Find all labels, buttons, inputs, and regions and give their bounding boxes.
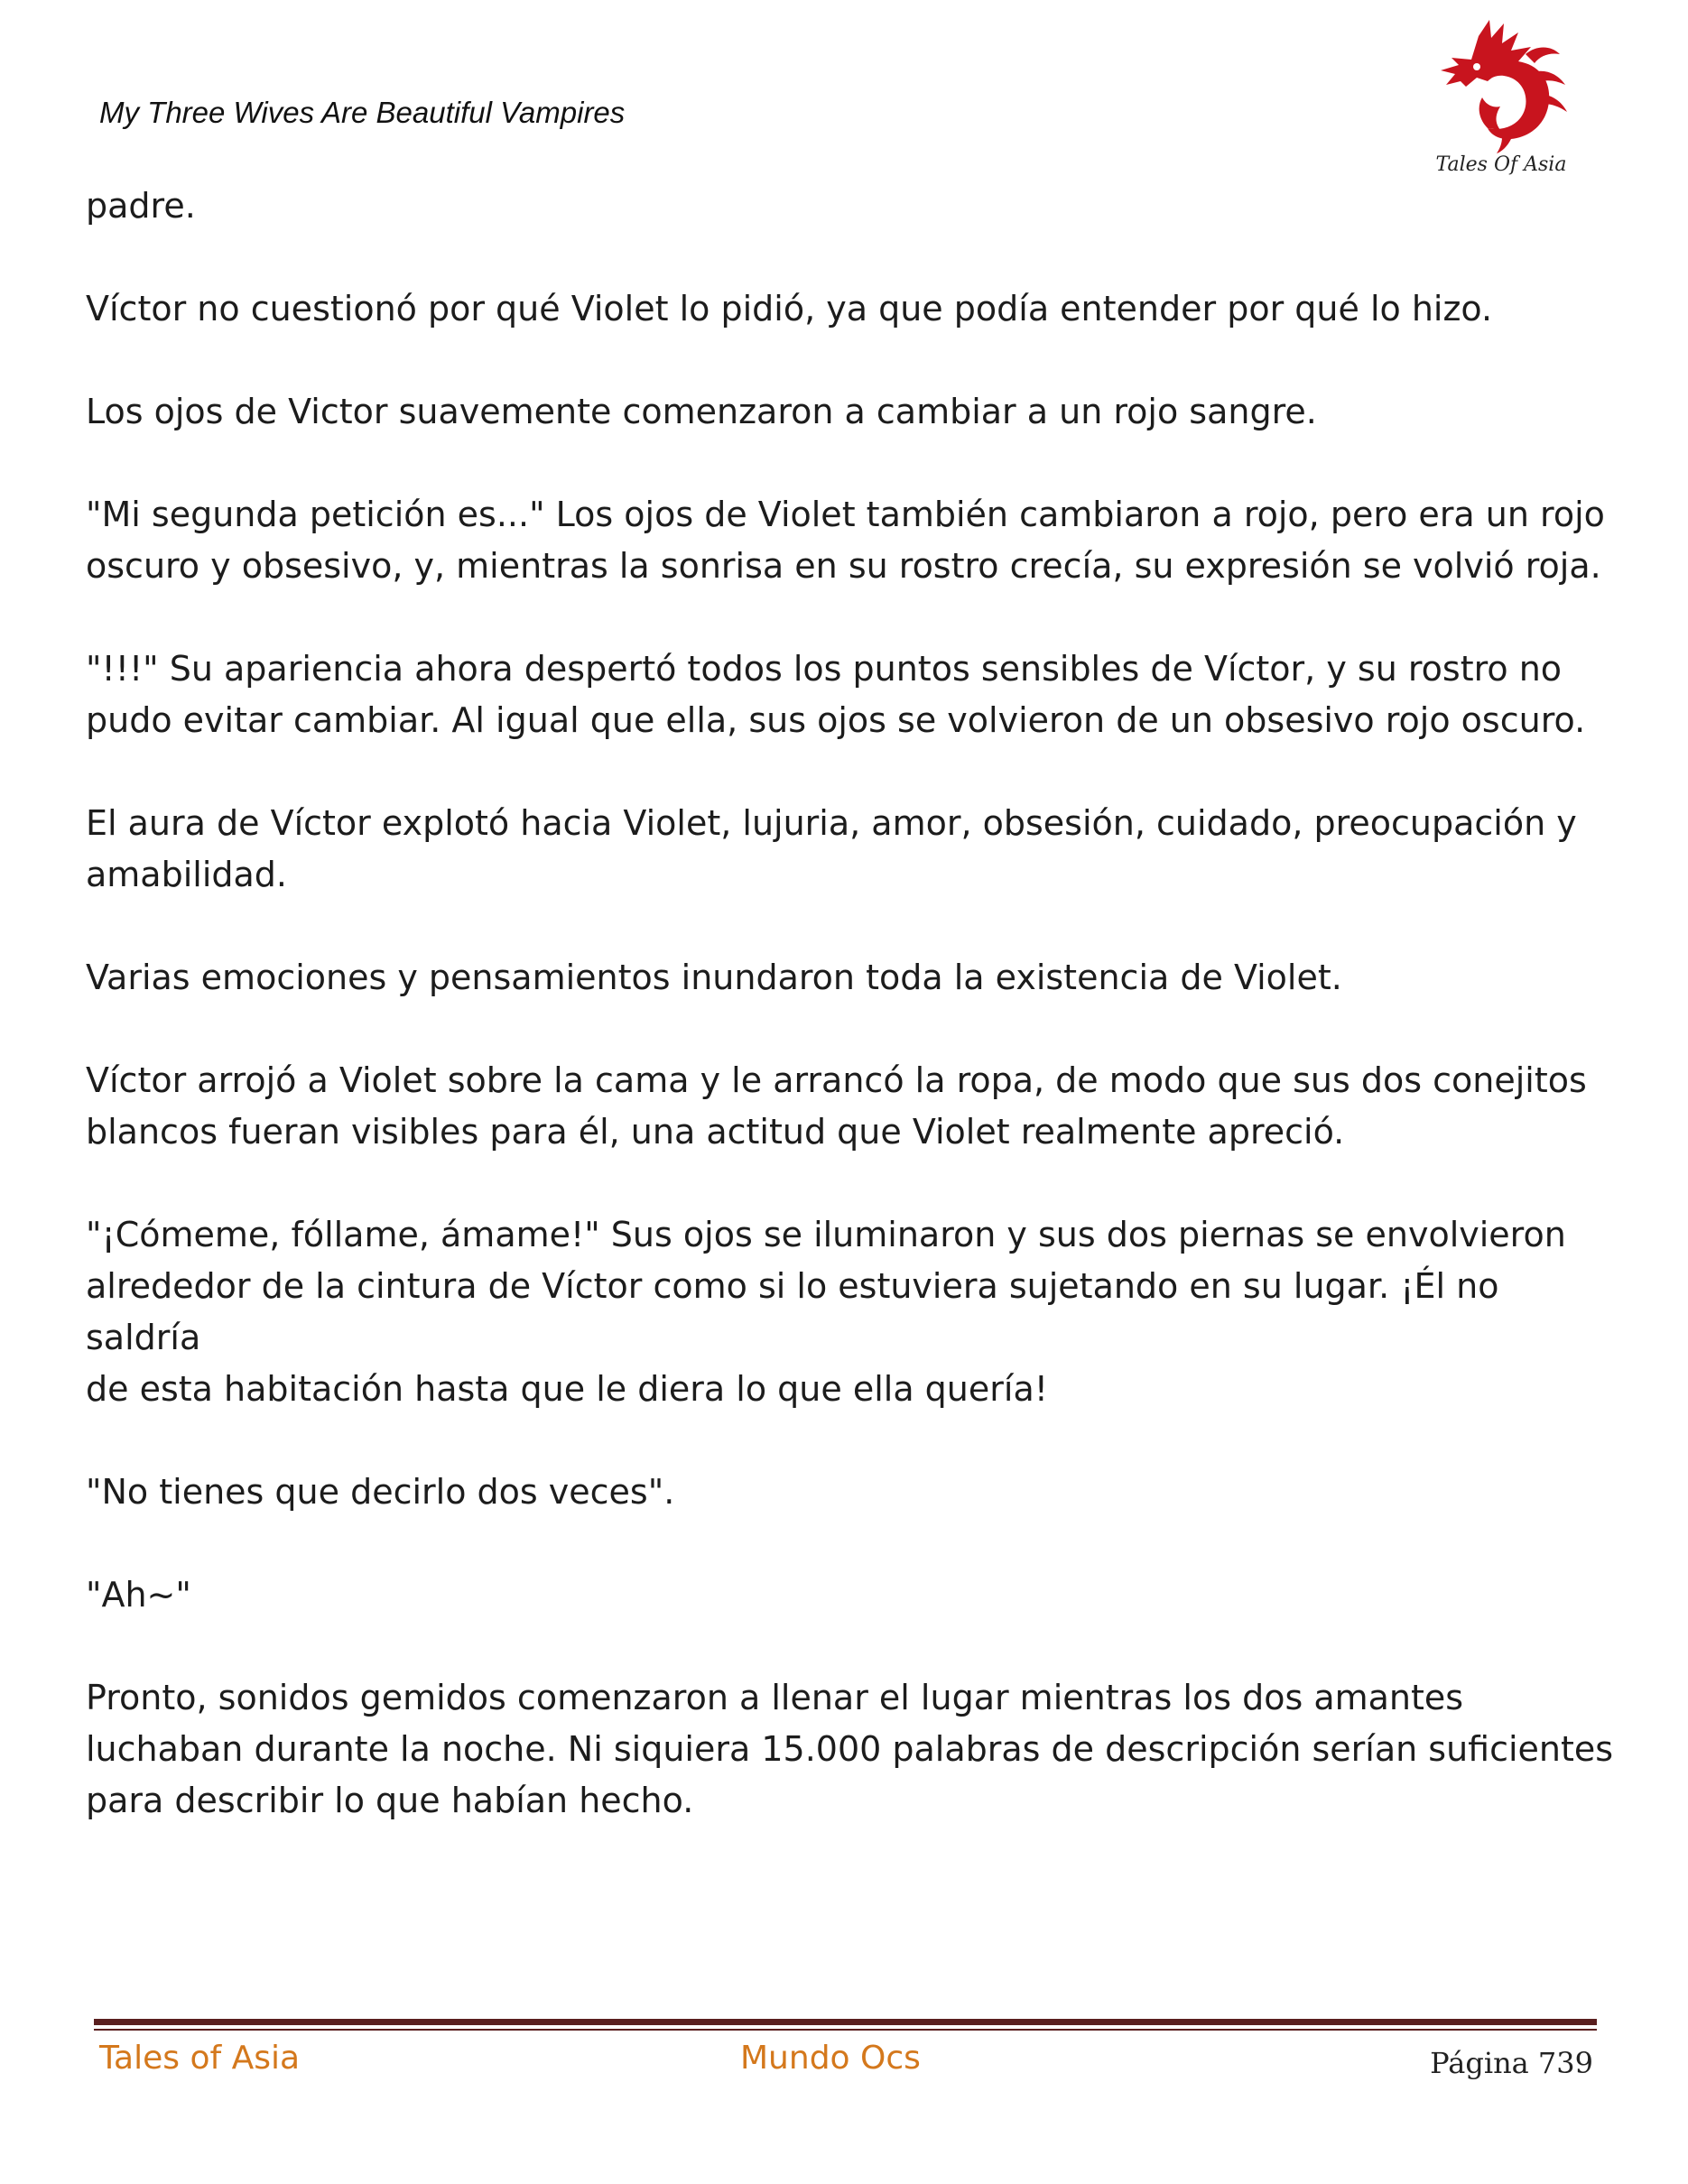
footer-publisher: Tales of Asia: [99, 2040, 301, 2077]
tales-of-asia-logo: [1424, 18, 1578, 185]
paragraph: "¡Cómeme, fóllame, ámame!" Sus ojos se iluminaron y sus dos piernas se envolvieron alrededor de la cintura de Víctor como si lo estuviera sujetando en su lugar. ¡Él no saldría de esta habitación hasta que le diera lo que ella quería!: [86, 1215, 1566, 1409]
footer-translator: Mundo Ocs: [740, 2040, 921, 2077]
paragraph: "Mi segunda petición es..." Los ojos de Violet también cambiaron a rojo, pero era un rojo oscuro y obsesivo, y, mientras la sonrisa en su rostro crecía, su expresión se volvió roja.: [86, 495, 1605, 586]
logo-text: Tales Of Asia: [1435, 153, 1567, 176]
paragraph: Pronto, sonidos gemidos comenzaron a llenar el lugar mientras los dos amantes luchaban durante la noche. Ni siquiera 15.000 palabras de descripción serían suficientes para describir lo que habían hecho.: [86, 1678, 1614, 1820]
document-header-title: My Three Wives Are Beautiful Vampires: [99, 96, 626, 129]
chapter-body: [86, 180, 1620, 1878]
paragraph: Víctor arrojó a Violet sobre la cama y le arrancó la ropa, de modo que sus dos conejitos blancos fueran visibles para él, una actitud que Violet realmente apreció.: [86, 1060, 1587, 1152]
footer-divider-thin: [94, 2029, 1597, 2031]
page-number: Página 739: [1430, 2046, 1593, 2080]
paragraph: El aura de Víctor explotó hacia Violet, lujuria, amor, obsesión, cuidado, preocupación y amabilidad.: [86, 803, 1577, 894]
red-dragon-logo-icon: [1424, 18, 1578, 153]
paragraph: padre.: [86, 186, 196, 226]
paragraph: "No tienes que decirlo dos veces".: [86, 1472, 675, 1512]
paragraph: Víctor no cuestionó por qué Violet lo pidió, ya que podía entender por qué lo hizo.: [86, 289, 1493, 329]
paragraph: Los ojos de Victor suavemente comenzaron a cambiar a un rojo sangre.: [86, 392, 1317, 431]
footer-divider: [94, 2019, 1597, 2025]
paragraph: "Ah~": [86, 1575, 191, 1615]
paragraph: "!!!" Su apariencia ahora despertó todos los puntos sensibles de Víctor, y su rostro no pudo evitar cambiar. Al igual que ella, sus ojos se volvieron de un obsesivo rojo oscuro.: [86, 649, 1586, 740]
paragraph: Varias emociones y pensamientos inundaron toda la existencia de Violet.: [86, 958, 1342, 997]
